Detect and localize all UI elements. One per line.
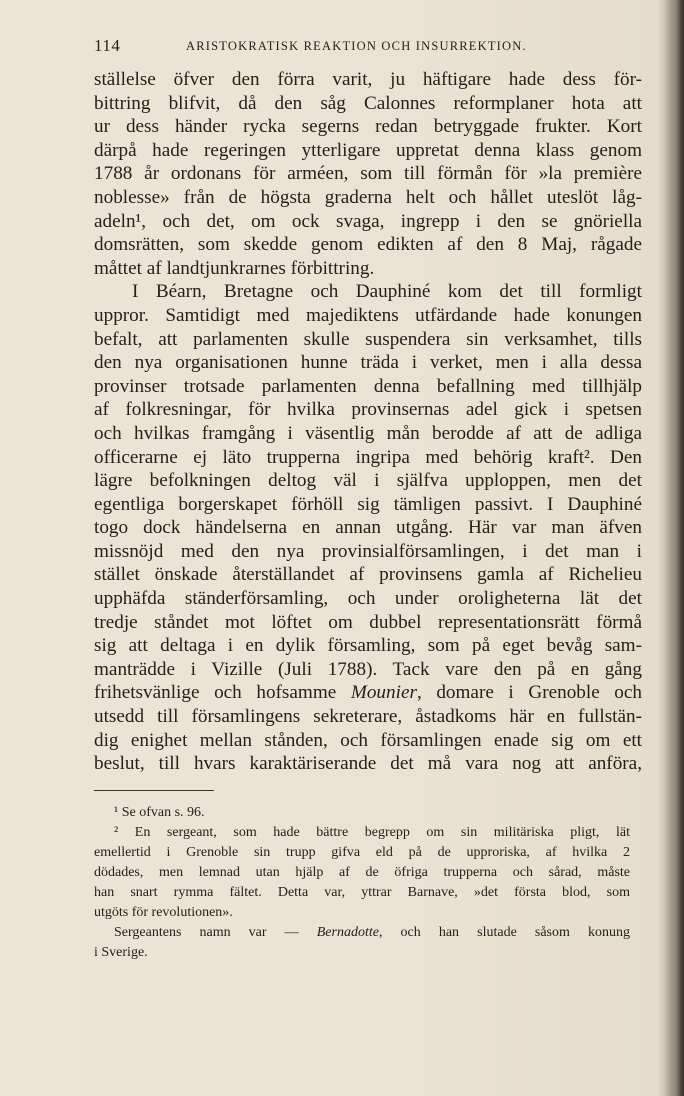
text-line: den nya organisationen hunne träda i verket, men i alla dessa bbox=[94, 352, 642, 374]
footnote-note-end: i Sverige. bbox=[94, 945, 148, 960]
name-bernadotte: Bernadotte bbox=[316, 925, 379, 940]
text-line: noblesse» från de högsta graderna helt och hållet uteslöt låg- bbox=[94, 186, 642, 208]
text-line: måttet af landtjunkrarnes förbittring. bbox=[94, 257, 375, 279]
text-line-mounier bbox=[94, 681, 642, 705]
text-line: I Béarn, Bretagne och Dauphiné kom det till formligt bbox=[132, 281, 642, 303]
text-line: upphäfda ständerförsamling, och under oroligheterna lät det bbox=[94, 588, 642, 610]
text-segment: , och han slutade såsom konung bbox=[378, 925, 630, 940]
page-header bbox=[94, 36, 639, 60]
text-line: tredje ståndet mot löftet om dubbel representationsrätt förmå bbox=[94, 611, 642, 633]
text-line: befalt, att parlamenten skulle suspendera sin verksamhet, tills bbox=[94, 328, 642, 350]
running-head: ARISTOKRATISK REAKTION OCH INSURREKTION. bbox=[186, 39, 527, 53]
text-line: uppror. Samtidigt med majediktens utfärdande hade konungen bbox=[94, 304, 642, 326]
text-line: 1788 år ordonans för arméen, som till förmån för »la première bbox=[94, 163, 642, 185]
name-mounier: Mounier bbox=[350, 682, 417, 704]
footnote-1: ¹ Se ofvan s. 96. bbox=[114, 805, 205, 820]
footnote-2-line: dödades, men lemnad utan hjälp af de öfriga trupperna och sårad, måste bbox=[94, 865, 630, 880]
text-line: utsedd till församlingens sekreterare, åstadkoms här en fullstän- bbox=[94, 706, 642, 728]
text-line: lägre befolkningen deltog väl i själfva upploppen, men det bbox=[94, 470, 642, 492]
footnote-2-line: emellertid i Grenoble sin trupp gifva eld på de upproriska, af hvilka 2 bbox=[94, 845, 630, 860]
footnote-2-line: utgöts för revolutionen». bbox=[94, 905, 233, 920]
text-line: missnöjd med den nya provinsialförsamlingen, i det man i bbox=[94, 540, 642, 562]
text-line: och hvilkas framgång i väsentlig mån berodde af att de adliga bbox=[94, 422, 642, 444]
text-line: egentliga borgerskapet förhöll sig tämligen passivt. I Dauphiné bbox=[94, 493, 642, 515]
text-line: provinser trotsade parlamenten denna befallning med tillhjälp bbox=[94, 375, 642, 397]
text-line: manträdde i Vizille (Juli 1788). Tack vare den på en gång bbox=[94, 658, 642, 680]
text-line: stället önskade återställandet af provinsens gamla af Richelieu bbox=[94, 564, 642, 586]
body-text bbox=[94, 68, 642, 776]
text-line: bittring blifvit, då den såg Calonnes reformplaner hota att bbox=[94, 92, 642, 114]
text-line: officerarne ej läto trupperna ingripa med behörig kraft². Den bbox=[94, 446, 642, 468]
page-edge-shadow bbox=[664, 0, 684, 1096]
text-line: dig enighet mellan stånden, och församlingen enade sig om ett bbox=[94, 729, 642, 751]
text-line: togo dock händelserna en annan utgång. Här var man äfven bbox=[94, 517, 642, 539]
text-line: ställelse öfver den förra varit, ju häftigare hade dess för- bbox=[94, 69, 642, 90]
footnote-note-line bbox=[94, 923, 630, 943]
footnote-2-line: ² En sergeant, som hade bättre begrepp om sin militäriska pligt, lät bbox=[114, 825, 630, 840]
text-line: ur dess händer rycka segerns redan betryggade frukter. Kort bbox=[94, 116, 642, 138]
text-line: af folkresningar, för hvilka provinsernas adel gick i spetsen bbox=[94, 399, 642, 421]
text-segment: Sergeantens namn var — bbox=[114, 925, 317, 940]
text-line: adeln¹, och det, om ock svaga, ingrepp i den se gnöriella bbox=[94, 210, 642, 232]
text-line: därpå hade regeringen ytterligare uppretat denna klass genom bbox=[94, 139, 642, 161]
page-number: 114 bbox=[94, 36, 121, 55]
text-segment: frihetsvänlige och hofsamme bbox=[94, 682, 351, 704]
footnote-2-line: han snart rymma fältet. Detta var, yttrar Barnave, »det första blod, som bbox=[94, 885, 630, 900]
text-line: beslut, till hvars karaktäriserande det må vara nog att anföra, bbox=[94, 753, 642, 775]
footnotes bbox=[94, 803, 630, 963]
footnote-divider bbox=[94, 790, 214, 791]
text-line: domsrätten, som skedde genom edikten af den 8 Maj, rågade bbox=[94, 234, 642, 256]
text-line: sig att deltaga i en dylik församling, som på eget bevåg sam- bbox=[94, 635, 642, 657]
text-segment: , domare i Grenoble och bbox=[416, 682, 643, 704]
